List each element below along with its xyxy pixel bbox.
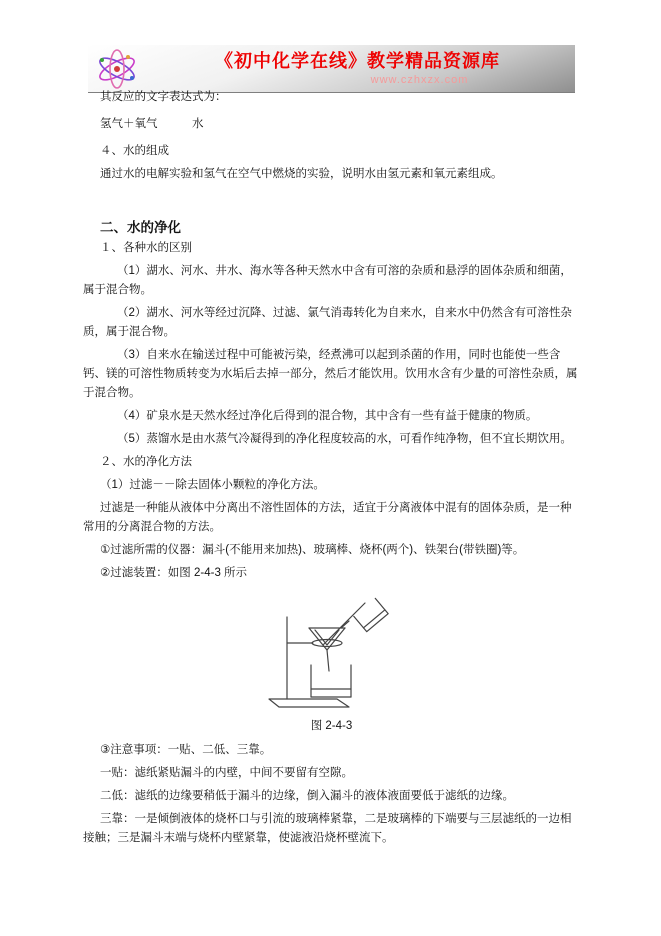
site-banner bbox=[88, 45, 575, 93]
para-mineral-water: （4）矿泉水是天然水经过净化后得到的混合物，其中含有一些有益于健康的物质。 bbox=[117, 410, 538, 422]
filtration-setup-reference: ②过滤装置：如图 2-4-3 所示 bbox=[100, 567, 248, 579]
para-natural-water: （1）湖水、河水、井水、海水等各种天然水中含有可溶的杂质和悬浮的固体杂质和细菌，属于混合物。 bbox=[83, 265, 572, 296]
atom-logo-icon bbox=[94, 49, 140, 89]
item-2-purification-methods: ２、水的净化方法 bbox=[100, 456, 192, 468]
figure-2-4-3 bbox=[83, 595, 580, 733]
filtration-apparatus-diagram bbox=[257, 595, 407, 710]
para-distilled-water: （5）蒸馏水是由水蒸气冷凝得到的净化程度较高的水，可看作纯净物，但不宜长期饮用。 bbox=[117, 433, 572, 445]
figure-caption: 图 2-4-3 bbox=[310, 720, 353, 732]
banner-title: 《初中化学在线》教学精品资源库 bbox=[215, 50, 500, 71]
note-one-stick: 一贴：滤纸紧贴漏斗的内壁，中间不要留有空隙。 bbox=[100, 767, 353, 779]
banner-url: www.czhxzx.com bbox=[370, 73, 469, 86]
water-composition-text: 通过水的电解实验和氢气在空气中燃烧的实验，说明水由氢元素和氧元素组成。 bbox=[100, 168, 503, 180]
section-heading-water-purification: 二、水的净化 bbox=[100, 220, 181, 235]
reaction-expression-intro: 其反应的文字表达式为： bbox=[100, 91, 227, 103]
note-two-low: 二低：滤纸的边缘要稍低于漏斗的边缘，倒入漏斗的液体液面要低于滤纸的边缘。 bbox=[100, 790, 514, 802]
item-4-water-composition: ４、水的组成 bbox=[100, 145, 169, 157]
para-boiled-water: （3）自来水在输送过程中可能被污染，经煮沸可以起到杀菌的作用，同时也能使一些含钙、镁的可溶性物质转变为水垢后去掉一部分，然后才能饮用。饮用水含有少量的可溶性杂质，属于混合物。 bbox=[83, 349, 578, 399]
para-tap-water: （2）湖水、河水等经过沉降、过滤、氯气消毒转化为自来水，自来水中仍然含有可溶性杂质，属于混合物。 bbox=[83, 307, 572, 338]
item-1-types-of-water: １、各种水的区别 bbox=[100, 242, 192, 254]
filtration-apparatus-list: ①过滤所需的仪器：漏斗(不能用来加热)、玻璃棒、烧杯(两个)、铁架台(带铁圈)等。 bbox=[100, 544, 525, 556]
point-1-filtration: （1）过滤－－除去固体小颗粒的净化方法。 bbox=[100, 479, 325, 491]
filtration-notes-heading: ③注意事项：一贴、二低、三靠。 bbox=[100, 744, 272, 756]
banner-text bbox=[140, 51, 575, 86]
filtration-description: 过滤是一种能从液体中分离出不溶性固体的方法，适宜于分离液体中混有的固体杂质，是一种常用的分离混合物的方法。 bbox=[83, 502, 572, 533]
document-content bbox=[83, 88, 580, 852]
word-equation-hydrogen-oxygen-water: 氢气＋氧气 水 bbox=[100, 118, 204, 130]
note-three-lean: 三靠：一是倾倒液体的烧杯口与引流的玻璃棒紧靠，二是玻璃棒的下端要与三层滤纸的一边相接触；三是漏斗末端与烧杯内壁紧靠，使滤液沿烧杯壁流下。 bbox=[83, 813, 572, 844]
